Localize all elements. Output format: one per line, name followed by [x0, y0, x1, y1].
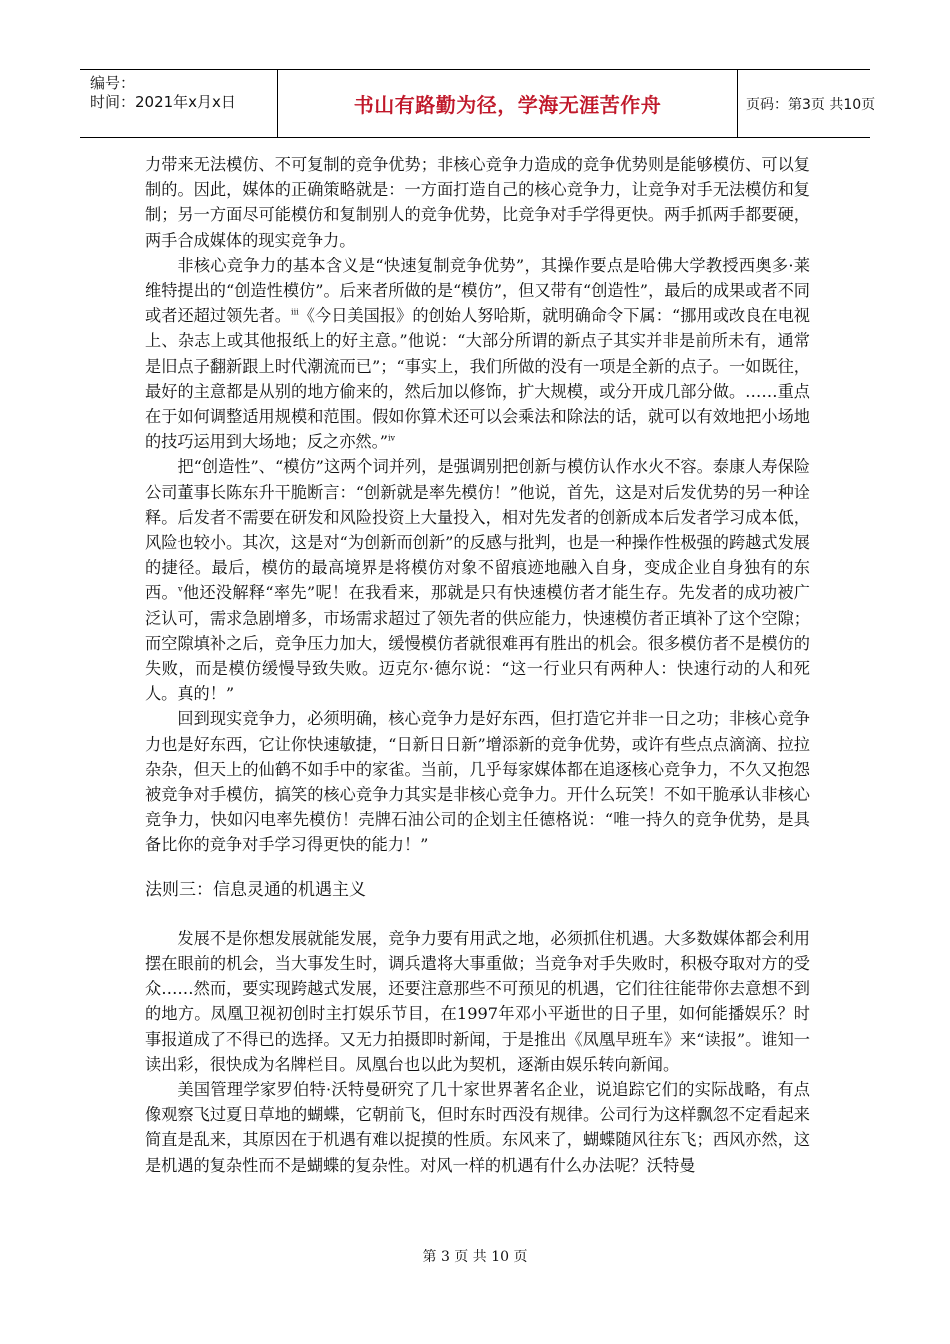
- footnote-ref-iv[interactable]: iv: [388, 433, 396, 443]
- paragraph-2: [145, 253, 810, 455]
- paragraph-3-text-b: 他还没解释“率先”呢！在我看来，那就是只有快速模仿者才能生存。先发者的成功被广泛认可，需求急剧增多，市场需求超过了领先者的供应能力，快速模仿者正填补了这个空隙；而空隙填补之后，竞争压力加大，缓慢模仿者就很难再有胜出的机会。很多模仿者不是模仿的失败，而是模仿缓慢导致失败。迈克尔·德尔说：“这一行业只有两种人：快速行动的人和死人。真的！”: [145, 583, 810, 704]
- header-page-cell: [738, 70, 876, 137]
- footnote-ref-v[interactable]: v: [178, 585, 183, 595]
- paragraph-1: 力带来无法模仿、不可复制的竞争优势；非核心竞争力造成的竞争优势则是能够模仿、可以复制的。因此，媒体的正确策略就是：一方面打造自己的核心竞争力，让竞争对手无法模仿和复制；另一方面尽可能模仿和复制别人的竞争优势，比竞争对手学得更快。两手抓两手都要硬，两手合成媒体的现实竞争力。: [145, 155, 810, 250]
- header-table: [80, 69, 876, 138]
- header-meta-cell: [80, 70, 278, 137]
- paragraph-4: 回到现实竞争力，必须明确，核心竞争力是好东西，但打造它并非一日之功；非核心竞争力也是好东西，它让你快速敏捷，“日新日日新”增添新的竞争优势，或许有些点点滴滴、拉拉杂杂，但天上的仙鹤不如手中的家雀。当前，几乎每家媒体都在追逐核心竞争力，不久又抱怨被竞争对手模仿，搞笑的核心竞争力其实是非核心竞争力。开什么玩笑！不如干脆承认非核心竞争力，快如闪电率先模仿！壳牌石油公司的企划主任德格说：“唯一持久的竞争优势，是具备比你的竞争对手学习得更快的能力！”: [145, 709, 810, 855]
- paragraph-3: [145, 454, 810, 706]
- header-page-number: 页码：第3页 共10页: [746, 96, 876, 113]
- header-motto: 书山有路勤为径，学海无涯苦作舟: [353, 93, 662, 117]
- header-motto-cell: [278, 70, 738, 137]
- paragraph-3-text-a: 把“创造性”、“模仿”这两个词并列，是强调别把创新与模仿认作水火不容。泰康人寿保险公司董事长陈东升干脆断言：“创新就是率先模仿！”他说，首先，这是对后发优势的另一种诠释。后发者不需要在研发和风险投资上大量投入，相对先发者的创新成本后发者学习成本低，风险也较小。其次，这是对“为创新而创新”的反感与批判，也是一种操作性极强的跨越式发展的捷径。最后，模仿的最高境界是将模仿对象不留痕迹地融入自身，变成企业自身独有的东西。: [145, 457, 810, 603]
- paragraph-2-text-b: 《今日美国报》的创始人努哈斯，就明确命令下属：“挪用或改良在电视上、杂志上或其他报纸上的好主意。”他说：“大部分所谓的新点子其实并非是前所未有，通常是旧点子翻新跟上时代潮流而已”；“事实上，我们所做的没有一项是全新的点子。一如既往，最好的主意都是从别的地方偷来的，然后加以修饰，扩大规模，或分开成几部分做。……重点在于如何调整适用规模和范围。假如你算术还可以会乘法和除法的话，就可以有效地把小场地的技巧运用到大场地；反之亦然。”: [145, 306, 810, 452]
- document-body: [145, 152, 810, 1178]
- page-footer: 第 3 页 共 10 页: [422, 1249, 528, 1265]
- footnote-ref-iii[interactable]: iii: [291, 307, 299, 317]
- paragraph-5: 发展不是你想发展就能发展，竞争力要有用武之地，必须抓住机遇。大多数媒体都会利用摆在眼前的机会，当大事发生时，调兵遣将大事重做；当竞争对手失败时，积极夺取对方的受众……然而，要实现跨越式发展，还要注意那些不可预见的机遇，它们往往能带你去意想不到的地方。凤凰卫视初创时主打娱乐节目，在1997年邓小平逝世的日子里，如何能播娱乐？时事报道成了不得已的选择。又无力拍摄即时新闻，于是推出《凤凰早班车》来“读报”。谁知一读出彩，很快成为名牌栏目。凤凰台也以此为契机，逐渐由娱乐转向新闻。: [145, 928, 810, 1074]
- doc-time-label: 时间：2021年x月x日: [90, 93, 236, 111]
- doc-number-label: 编号：: [90, 74, 136, 92]
- paragraph-6: 美国管理学家罗伯特·沃特曼研究了几十家世界著名企业，说追踪它们的实际战略，有点像观察飞过夏日草地的蝴蝶，它朝前飞，但时东时西没有规律。公司行为这样飘忽不定看起来简直是乱来，其原因在于机遇有难以捉摸的性质。东风来了，蝴蝶随风往东飞；西风亦然，这是机遇的复杂性而不是蝴蝶的复杂性。对风一样的机遇有什么办法呢？沃特曼: [145, 1079, 810, 1175]
- section-heading: 法则三：信息灵通的机遇主义: [145, 879, 366, 900]
- paragraph-2-text-a: 非核心竞争力的基本含义是“快速复制竞争优势”，其操作要点是哈佛大学教授西奥多·莱维特提出的“创造性模仿”。后来者所做的是“模仿”，但又带有“创造性”，最后的成果或者不同或者还超过领先者。: [145, 255, 810, 326]
